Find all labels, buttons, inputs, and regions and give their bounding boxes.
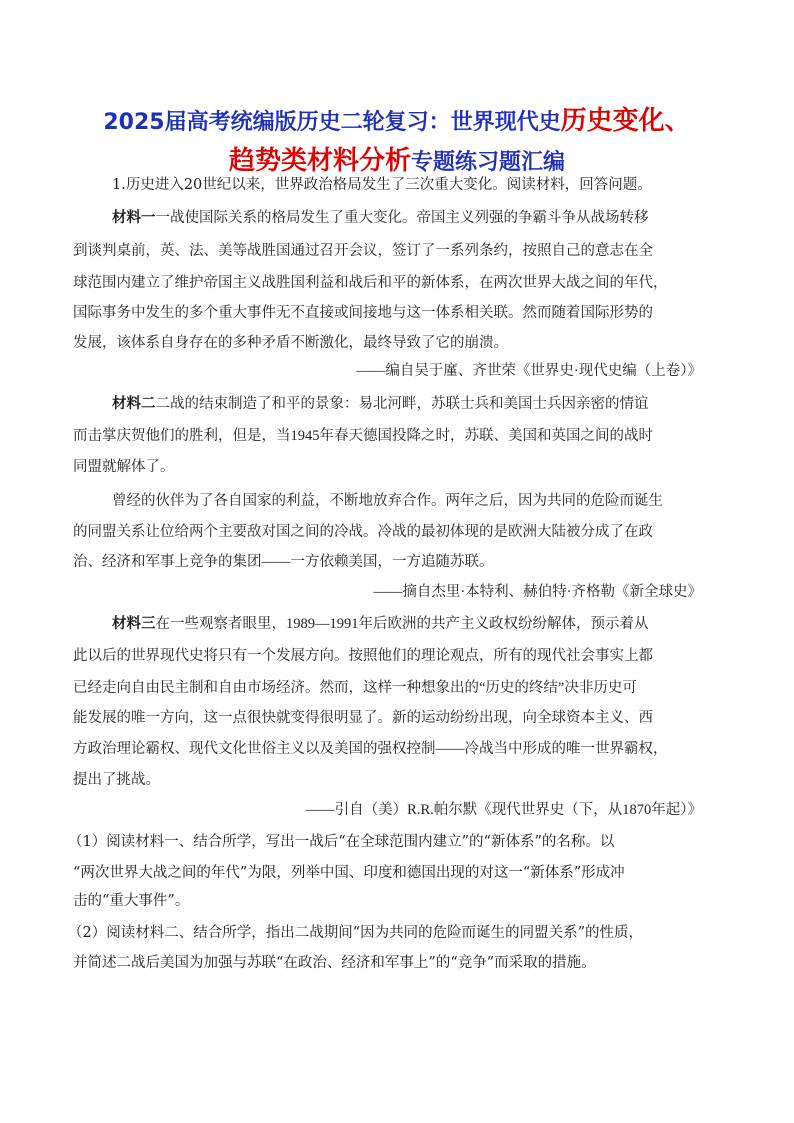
material-1-line (112, 206, 649, 227)
material-1-label: 材料一 (112, 210, 156, 226)
material-1-line: 发展，该体系自身存在的多种矛盾不断激化，最终导致了它的崩溃。 (73, 335, 508, 351)
document-title-line-2 (0, 140, 794, 177)
material-3-line: 能发展的唯一方向，这一点很快就变得很明显了。新的运动纷纷出现，向全球资本主义、西 (73, 710, 653, 726)
material-3-line: 方政治理论霸权、现代文化世俗主义以及美国的强权控制——冷战当中形成的唯一世界霸权， (73, 741, 668, 757)
material-2-label: 材料二 (112, 396, 156, 412)
material-3-text: 在一些观察者眼里，1989—1991年后欧洲的共产主义政权纷纷解体，预示着从 (155, 616, 649, 632)
sub-question-line: （1）阅读材料一、结合所学，写出一战后“在全球范围内建立”的“新体系”的名称。以 (68, 834, 615, 850)
material-2-line: 的同盟关系让位给两个主要敌对国之间的冷战。冷战的最初体现的是欧洲大陆被分成了在政 (73, 524, 653, 540)
sub-question-line: 并简述二战后美国为加强与苏联“在政治、经济和军事上”的“竞争”而采取的措施。 (73, 955, 596, 971)
material-2-text: 二战的结束制造了和平的景象：易北河畔，苏联士兵和美国士兵因亲密的情谊 (155, 396, 649, 412)
title-blue-part: 专题练习题汇编 (411, 150, 566, 175)
material-2-source: ——摘自杰里·本特利、赫伯特·齐格勒《新全球史》 (373, 584, 702, 600)
question-stem: 1.历史进入20世纪以来，世界政治格局发生了三次重大变化。阅读材料，回答问题。 (112, 177, 652, 193)
material-1-source: ——编自吴于廑、齐世荣《世界史·现代史编（上卷）》 (356, 363, 702, 379)
material-3-line: 已经走向自由民主制和自由市场经济。然而，这样一种想象出的“历史的终结”决非历史可 (73, 680, 637, 696)
material-1-text: 一战使国际关系的格局发生了重大变化。帝国主义列强的争霸斗争从战场转移 (155, 210, 649, 226)
material-3-line (112, 612, 649, 633)
material-3-label: 材料三 (112, 616, 156, 632)
material-1-line: 国际事务中发生的多个重大事件无不直接或间接地与这一体系相关联。然而随着国际形势的 (73, 305, 653, 321)
title-red-part: 历史变化、 (560, 106, 691, 136)
sub-question-line: （2）阅读材料二、结合所学，指出二战期间“因为共同的危险而诞生的同盟关系”的性质， (68, 925, 644, 941)
material-2-line (112, 392, 649, 413)
material-1-line: 到谈判桌前，英、法、美等战胜国通过召开会议，签订了一系列条约，按照自己的意志在全 (73, 243, 653, 259)
material-2-line: 而击掌庆贺他们的胜利，但是，当1945年春天德国投降之时，苏联、美国和英国之间的战时 (73, 428, 653, 444)
title-blue-part: 2025届高考统编版历史二轮复习：世界现代史 (103, 110, 561, 135)
material-3-line: 此以后的世界现代史将只有一个发展方向。按照他们的理论观点，所有的现代社会事实上都 (73, 648, 653, 664)
material-1-line: 球范围内建立了维护帝国主义战胜国利益和战后和平的新体系，在两次世界大战之间的年代， (73, 275, 668, 291)
material-2-line: 曾经的伙伴为了各自国家的利益，不断地放弃合作。两年之后，因为共同的危险而诞生 (112, 493, 663, 509)
material-3-line: 提出了挑战。 (73, 772, 160, 788)
material-2-line: 同盟就解体了。 (73, 459, 175, 475)
sub-question-line: “两次世界大战之间的年代”为限，列举中国、印度和德国出现的对这一“新体系”形成冲 (73, 865, 625, 881)
material-3-source: ——引自（美）R.R.帕尔默《现代世界史（下，从1870年起）》 (305, 802, 702, 818)
document-title-line-1 (0, 100, 794, 137)
material-2-line: 治、经济和军事上竞争的集团——一方依赖美国，一方追随苏联。 (73, 554, 494, 570)
sub-question-line: 击的“重大事件”。 (73, 893, 190, 909)
title-red-part: 趋势类材料分析 (228, 146, 411, 176)
